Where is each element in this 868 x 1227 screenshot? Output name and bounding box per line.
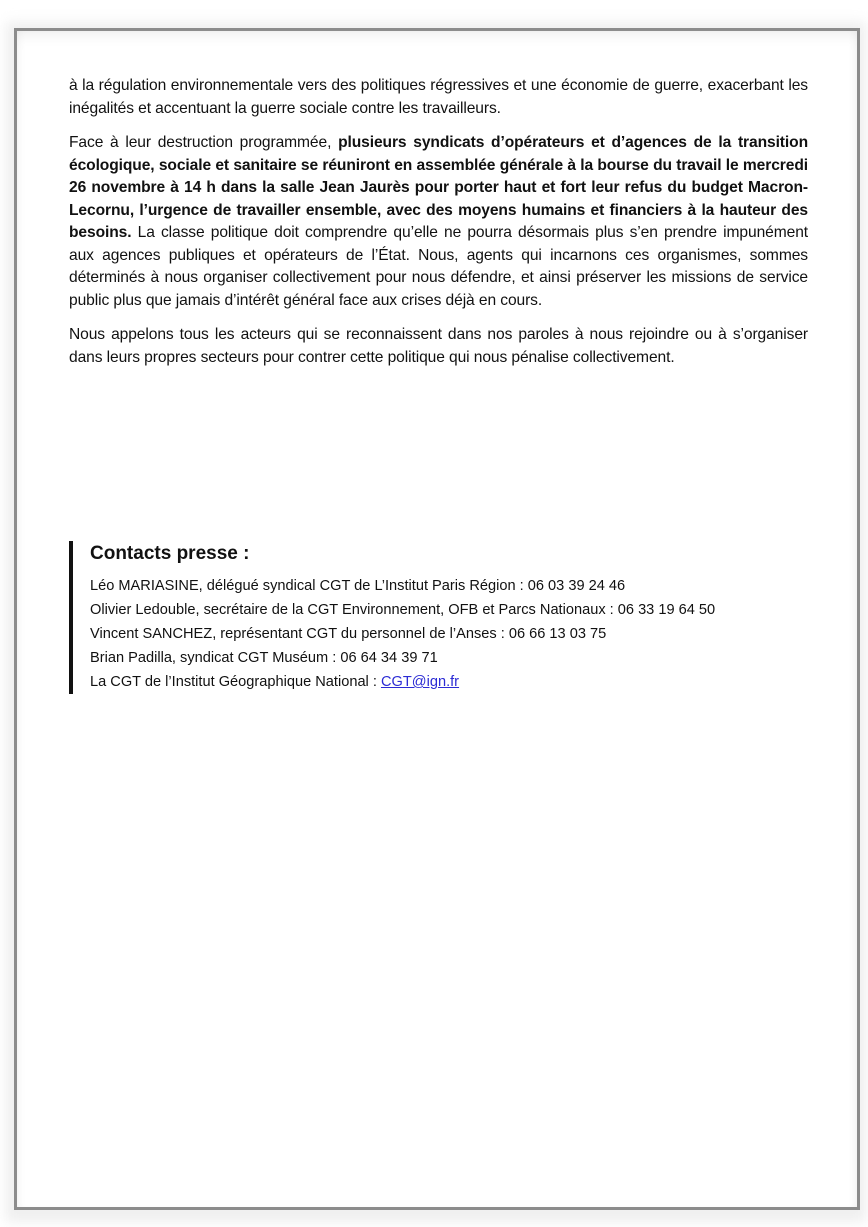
contact-text: Brian Padilla, syndicat CGT Muséum : 06 64 34 39 71 [90, 650, 438, 666]
contact-line [90, 670, 850, 694]
press-contacts-heading: Contacts presse : [90, 543, 250, 564]
contact-line [90, 598, 850, 622]
email-link[interactable]: CGT@ign.fr [380, 674, 460, 690]
contact-line [90, 646, 850, 670]
press-contacts-block [69, 541, 850, 694]
contact-text: Olivier Ledouble, secrétaire de la CGT Environnement, OFB et Parcs Nationaux : 06 33 19 64 50 [90, 602, 716, 618]
contact-text: Vincent SANCHEZ, représentant CGT du personnel de l’Anses : 06 66 13 03 75 [90, 626, 607, 642]
document-page [14, 28, 860, 1210]
paragraph-text: à la régulation environnementale vers des politiques régressives et une économie de guerre, exacerbant les inégalités et accentuant la guerre sociale contre les travailleurs. [69, 77, 808, 117]
paragraph-text: La classe politique doit comprendre qu’elle ne pourra désormais plus s’en prendre impunément aux agences publiques et opérateurs de l’État. Nous, agents qui incarnons ces organismes, sommes déterminés à nous organiser collectivement pour nous défendre, et ainsi préserver les missions de service public plus que jamais d’intérêt général face aux crises déjà en cours. [69, 224, 808, 309]
paragraph-assembly-call [69, 132, 808, 312]
paragraph-text: Face à leur destruction programmée, [69, 134, 339, 151]
paragraph-appeal [69, 324, 808, 369]
document-body [69, 75, 808, 381]
contact-line [90, 622, 850, 646]
contact-line [90, 574, 850, 598]
paragraph-intro-continuation [69, 75, 808, 120]
paragraph-bold-text: plusieurs syndicats d’opérateurs et d’agences de la transition écologique, sociale et sanitaire se réuniront en assemblée générale à la bourse du travail le mercredi 26 novembre à 14 h dans la salle Jean Jaurès pour porter haut et fort leur refus du budget Macron-Lecornu, l’urgence de travailler ensemble, avec des moyens humains et financiers à la hauteur des besoins. [69, 134, 808, 241]
contact-text: Léo MARIASINE, délégué syndical CGT de L’Institut Paris Région : 06 03 39 24 46 [90, 578, 626, 594]
contact-text: La CGT de l’Institut Géographique National : [90, 674, 381, 690]
paragraph-text: Nous appelons tous les acteurs qui se reconnaissent dans nos paroles à nous rejoindre ou à s’organiser dans leurs propres secteurs pour contrer cette politique qui nous pénalise collectivement. [69, 326, 808, 366]
